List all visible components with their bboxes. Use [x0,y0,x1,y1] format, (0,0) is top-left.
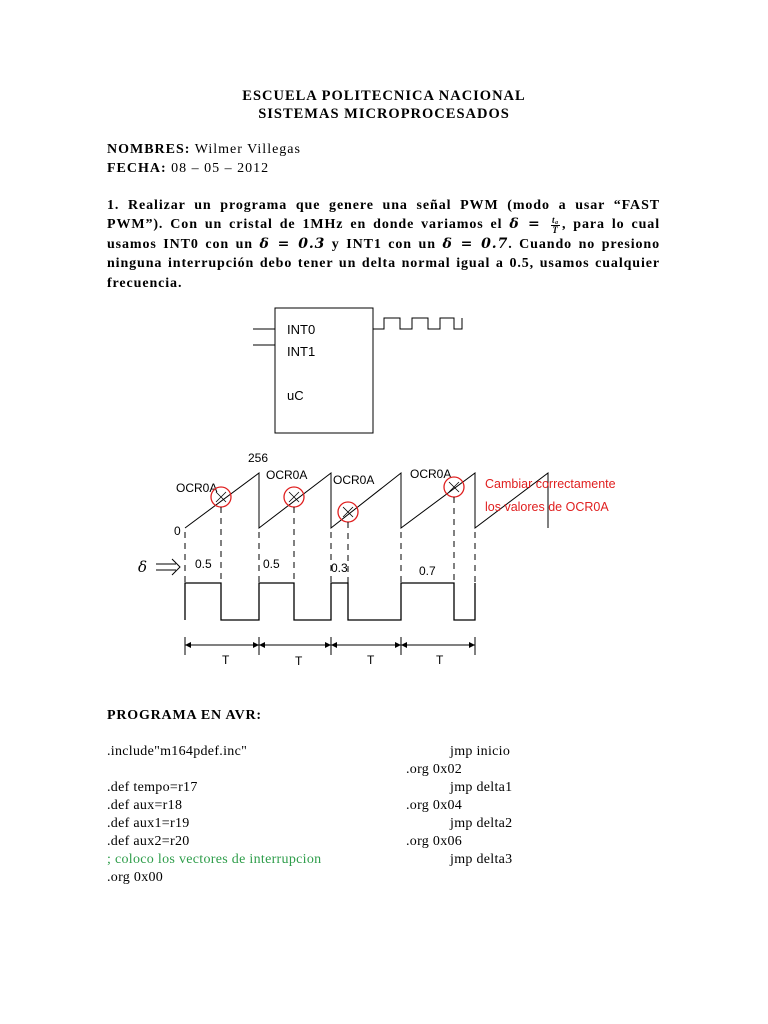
pwm-output-wave [373,318,462,329]
delta-arrow [156,559,180,575]
delta-int0: δ = 0.3 [259,235,326,252]
names-label: NOMBRES: [107,142,191,157]
duty-label-2: 0.5 [263,557,280,571]
code-comment-vectors: ; coloco los vectores de interrupcion [107,852,322,867]
note-line-1: Cambiar correctamente [485,477,616,491]
delta-symbol: δ = [509,216,549,233]
code-line-def-aux: .def aux=r18 [107,798,183,813]
problem-text-c: y INT1 con un [325,236,443,252]
period-label-1: T [222,653,230,667]
names-line [107,142,301,158]
uc-label: uC [287,388,304,403]
names-value: Wilmer Villegas [190,142,301,157]
microcontroller-block-diagram [240,300,480,440]
code-jmp-delta2: jmp delta2 [450,816,513,831]
duty-label-3: 0.3 [331,561,348,575]
zero-label: 0 [174,524,181,538]
code-jmp-delta3: jmp delta3 [450,852,513,867]
note-line-2: los valores de OCR0A [485,500,609,514]
problem-text-a: 1. Realizar un programa que genere una señal PWM (modo a usar “FAST PWM”). Con un cristal de 1MHz en donde variamos el [107,198,660,233]
code-line-org-0: .org 0x00 [107,870,164,885]
fraction-numerator: tₐ [551,214,559,225]
ta-over-t-fraction [551,216,560,235]
code-line-def-aux1: .def aux1=r19 [107,816,190,831]
ocr-label-3: OCR0A [333,473,375,487]
course-title: SISTEMAS MICROPROCESADOS [258,106,510,122]
problem-text-b: , para lo cual usamos INT0 con un [107,217,660,252]
problem-statement [107,196,660,293]
code-jmp-delta1: jmp delta1 [450,780,513,795]
top-value-label: 256 [248,451,269,465]
pwm-output-signal [185,583,475,620]
code-jmp-inicio: jmp inicio [450,744,511,759]
code-line-include: .include"m164pdef.inc" [107,744,248,759]
period-label-3: T [367,653,375,667]
problem-text-d: . Cuando no presiono ninguna interrupción debo tener un delta normal igual a 0.5, usamos cualquier frecuencia. [107,236,660,291]
pwm-timing-diagram [120,440,660,675]
period-label-4: T [436,653,444,667]
ocr-label-2: OCR0A [266,468,308,482]
date-value: 08 – 05 – 2012 [166,161,270,176]
fraction-denominator: T [552,224,559,235]
delta-int1: δ = 0.7 [442,235,509,252]
duty-label-1: 0.5 [195,557,212,571]
date-label: FECHA: [107,161,167,176]
code-org-0x04: .org 0x04 [406,798,463,813]
int1-label: INT1 [287,344,316,359]
ocr-label-1: OCR0A [176,481,218,495]
program-heading: PROGRAMA EN AVR: [107,708,262,723]
code-line-def-aux2: .def aux2=r20 [107,834,190,849]
code-line-def-tempo: .def tempo=r17 [107,780,198,795]
delta-axis-label: δ [138,558,148,576]
int0-label: INT0 [287,322,316,337]
ocr-label-4: OCR0A [410,467,452,481]
date-line [107,161,269,177]
institution-title: ESCUELA POLITECNICA NACIONAL [242,88,526,104]
period-label-2: T [295,654,303,668]
code-org-0x02: .org 0x02 [406,762,463,777]
code-org-0x06: .org 0x06 [406,834,463,849]
duty-label-4: 0.7 [419,564,436,578]
